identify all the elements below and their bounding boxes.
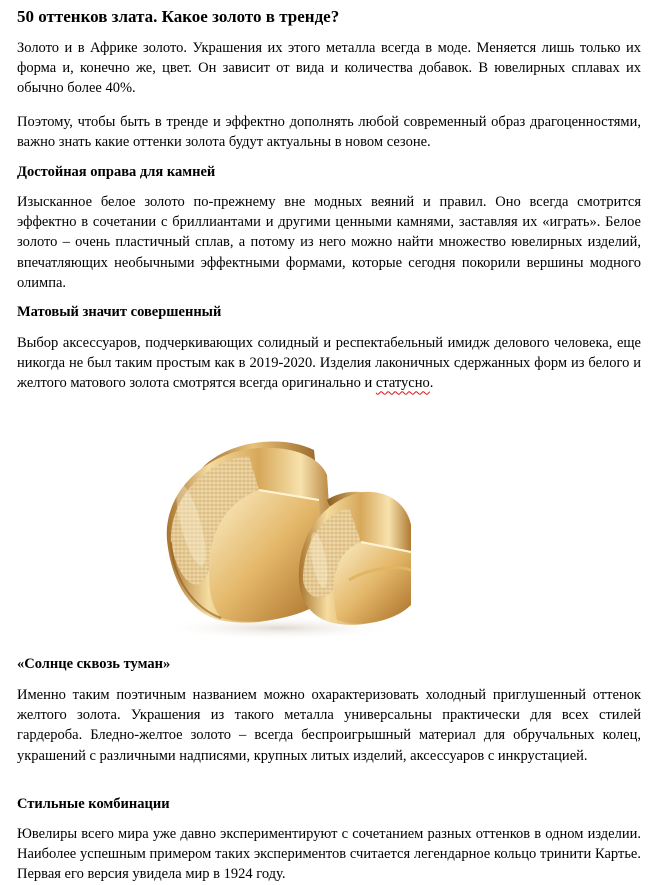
- article-title: 50 оттенков злата. Какое золото в тренде?: [17, 7, 340, 26]
- section-text-sun: Именно таким поэтичным названием можно охарактеризовать холодный приглушенный оттенок желтого золота. Украшения из такого металла универсальны практически для всех стилей гардероба. Бледно-желтое золото – всегда беспроигрышный материал для обручальных колец, украшений с различными надписями, крупных литых изделий, аксессуаров с инкрустацией.: [17, 687, 641, 764]
- intro-paragraph-2: Поэтому, чтобы быть в тренде и эффектно дополнять любой современный образ драгоценностями, важно знать какие оттенки золота будут актуальны в новом сезоне.: [17, 114, 641, 151]
- section-text-matte-main: Выбор аксессуаров, подчеркивающих солидный и респектабельный имидж делового человека, еще никогда не был таким простым как в 2019-2020. Изделия лаконичных сдержанных форм из белого и желтого матового золота смотрятся всегда оригинально и: [17, 335, 641, 392]
- section-heading-combinations: Стильные комбинации: [17, 796, 170, 812]
- section-text-matte-end: .: [429, 375, 434, 392]
- section-text-matte: [17, 333, 641, 394]
- section-heading-setting: Достойная оправа для камней: [17, 164, 216, 180]
- intro-paragraph-1: Золото и в Африке золото. Украшения их этого металла всегда в моде. Меняется лишь только их форма и, конечно же, цвет. Он зависит от вида и количества добавок. В ювелирных сплавах их обычно более 40%.: [17, 40, 641, 97]
- section-heading-matte: Матовый значит совершенный: [17, 304, 222, 320]
- section-text-combinations: Ювелиры всего мира уже давно экспериментируют с сочетанием разных оттенков в одном изделии. Наиболее успешным примером таких экспериментов считается легендарное кольцо тринити Картье. Первая его версия увидела мир в 1924 году.: [17, 826, 641, 883]
- section-heading-sun: «Солнце сквозь туман»: [17, 656, 171, 672]
- spellcheck-word: статусно: [375, 375, 430, 392]
- earrings-photo: [149, 430, 414, 640]
- section-text-setting: Изысканное белое золото по-прежнему вне модных веяний и правил. Оно всегда смотрится эффектно в сочетании с бриллиантами и другими ценными камнями, заставляя их «играть». Белое золото – очень пластичный сплав, а потому из него можно найти множество ювелирных изделий, впечатляющих необычными эффектными формами, которые сегодня покорили вершины модного олимпа.: [17, 194, 641, 291]
- gold-earrings-image: [149, 430, 414, 640]
